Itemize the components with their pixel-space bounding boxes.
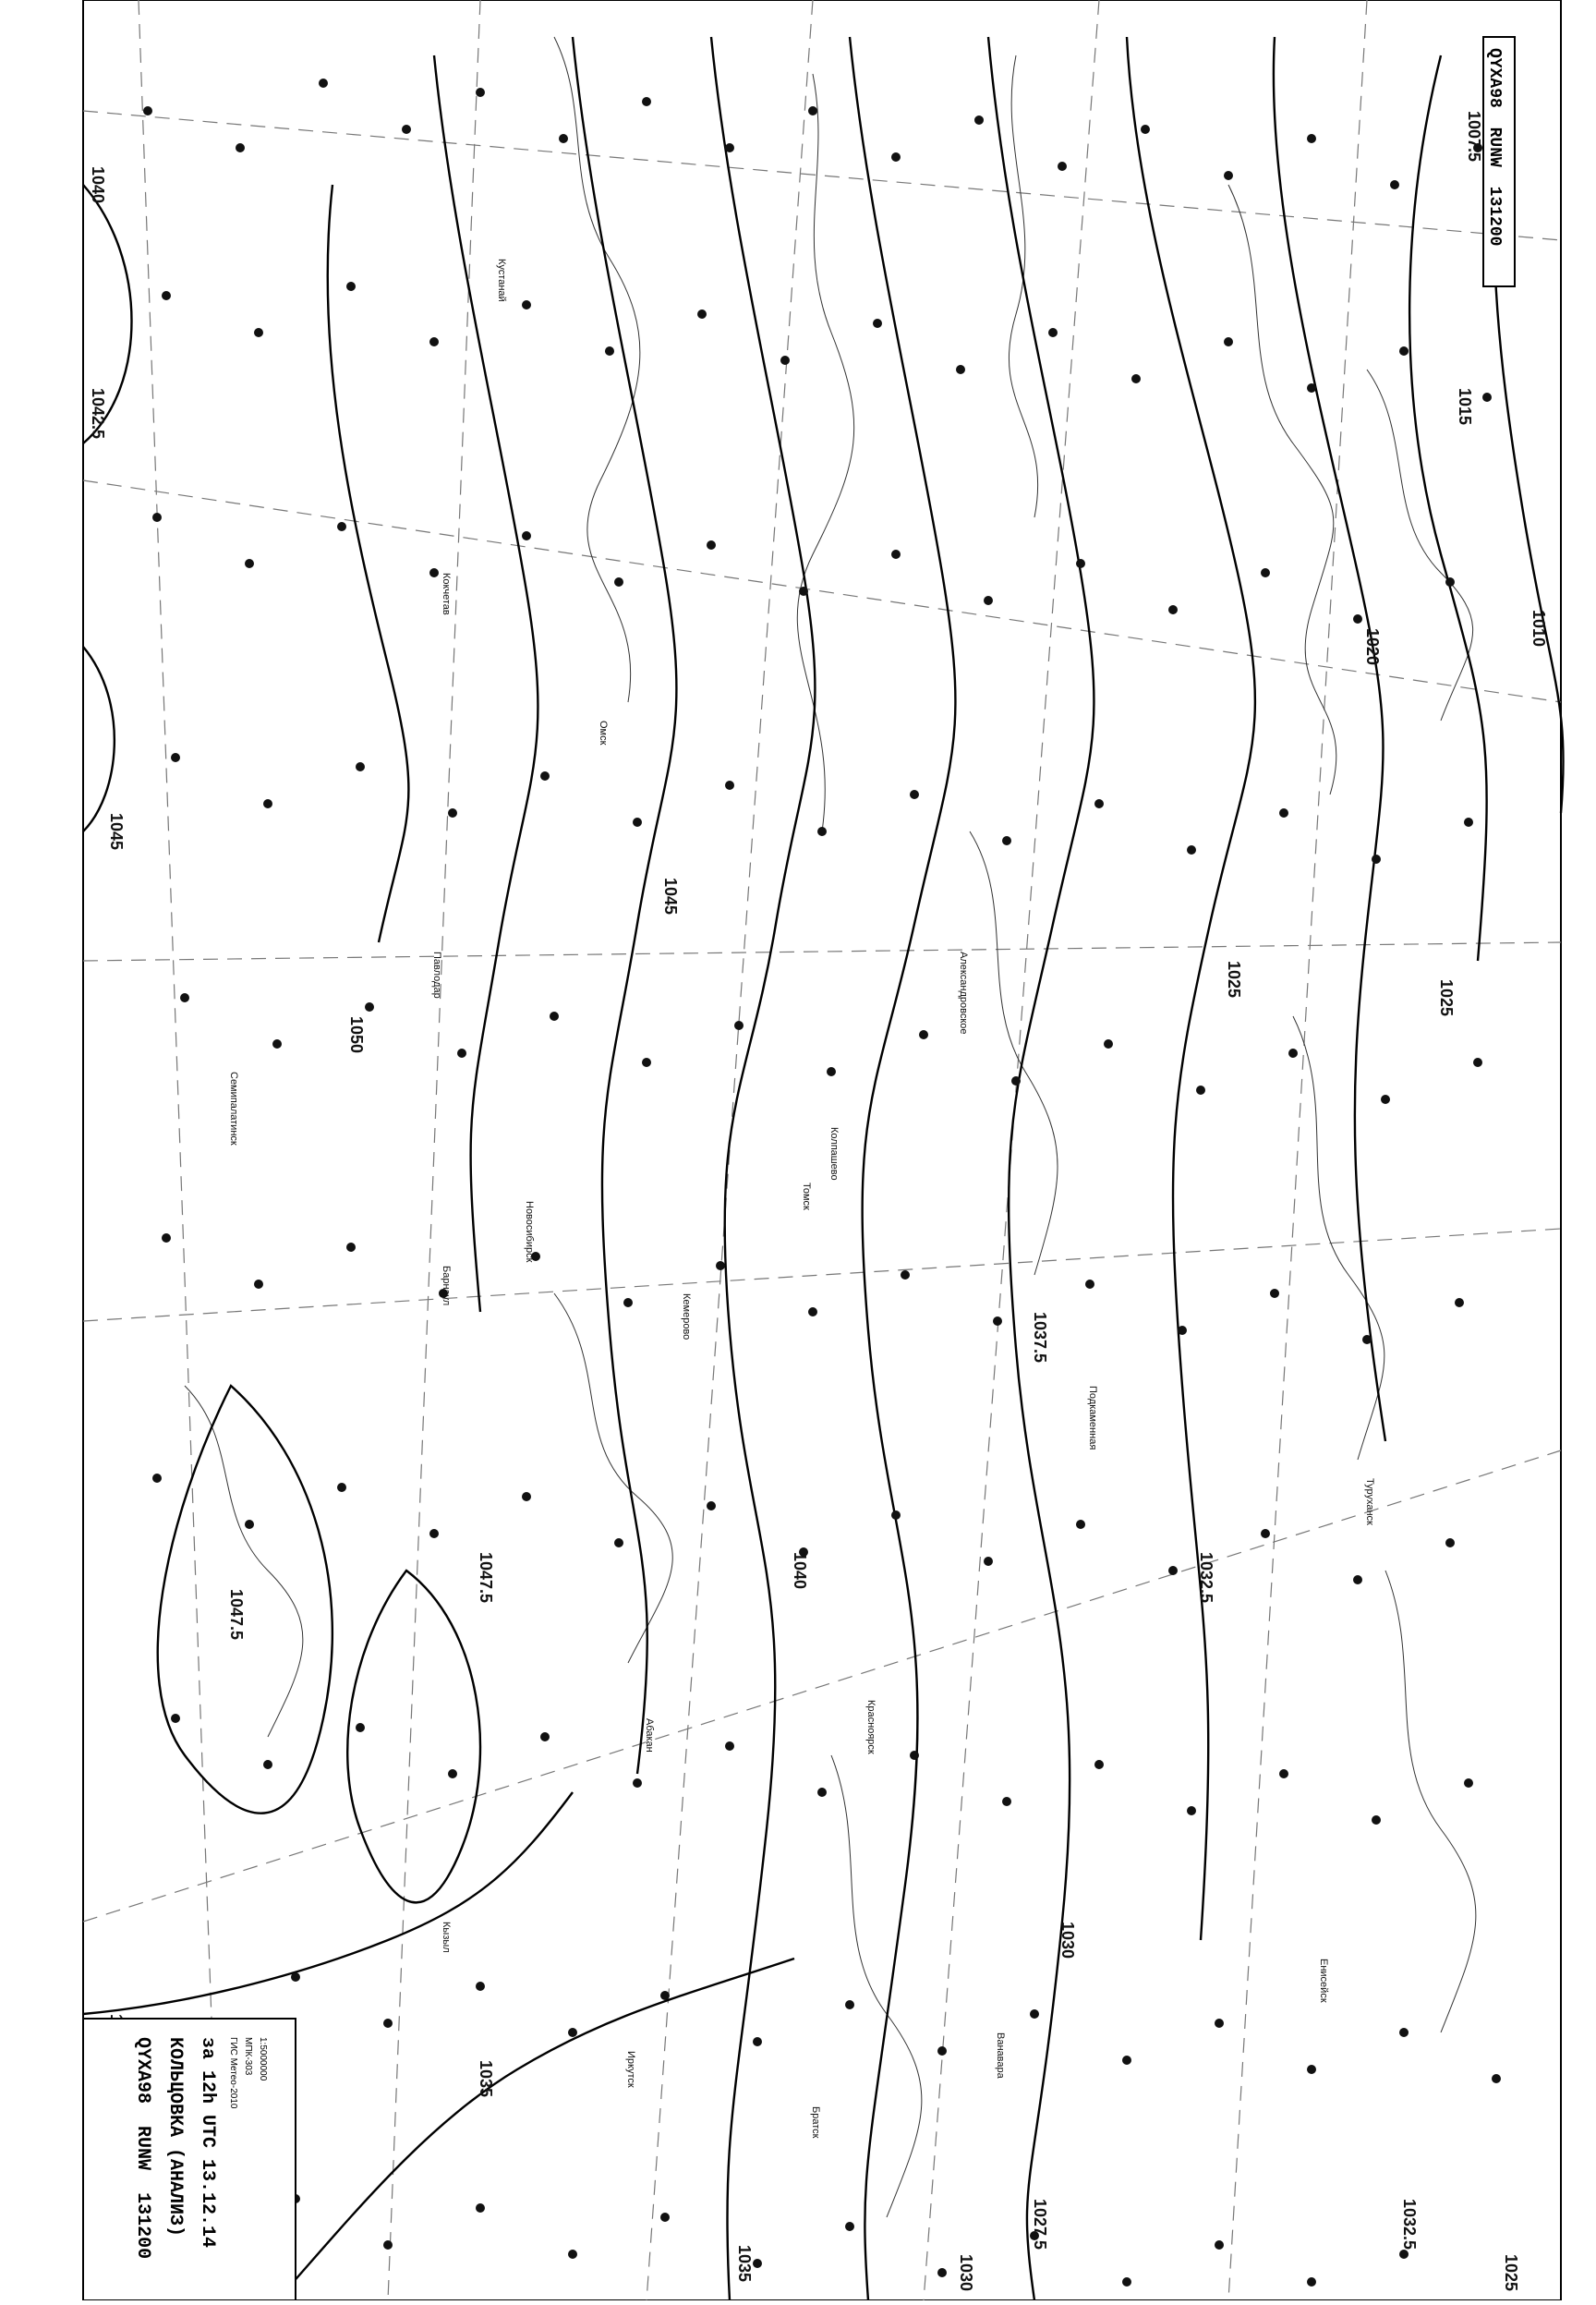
isobar-label: 1027.5: [1031, 2199, 1049, 2250]
isobar-label: 1040: [791, 1552, 809, 1590]
legend-title: КОЛЬЦОВКА (АНАЛИЗ): [164, 2037, 186, 2238]
svg-text:QYXA98 RUNW 131200: [132, 2037, 153, 2259]
graticule: [83, 0, 1561, 2300]
isobar-label: 1025: [1225, 961, 1243, 999]
place-name: Новосибирск: [524, 1201, 535, 1263]
svg-text:QYXA98 RUNW 131200: [1485, 48, 1504, 246]
isobar-label: 1035: [735, 2245, 754, 2283]
place-name: Колпашево: [828, 1127, 840, 1181]
place-name: Красноярск: [865, 1700, 877, 1754]
place-name: Омск: [598, 721, 609, 746]
place-name: Туруханск: [1364, 1478, 1375, 1525]
place-name: Кокчетав: [441, 573, 452, 615]
isobar-label: 1035: [477, 2060, 495, 2098]
isobar-label: 1030: [1058, 1922, 1077, 1959]
isobar-label: 1050: [347, 1016, 366, 1054]
place-name: Барнаул: [441, 1266, 452, 1306]
isobar-label: 1020: [1363, 628, 1382, 666]
isobar-label: 1047.5: [227, 1589, 246, 1641]
isobars: [83, 37, 1564, 2300]
place-name: Братск: [810, 2106, 821, 2139]
legend-foot2: МПК-303: [243, 2037, 253, 2076]
place-name: Енисейск: [1318, 1959, 1329, 2003]
isobar-label: 1045: [661, 878, 680, 916]
isobar-label: 1030: [957, 2254, 975, 2292]
header-date: 131200: [1485, 186, 1504, 247]
place-name: Иркутск: [625, 2051, 636, 2088]
isobar-label: 1007.5: [1465, 111, 1483, 163]
place-name: Кызыл: [441, 1922, 452, 1953]
legend-time: за 12h UTC 13.12.14: [197, 2037, 218, 2249]
legend-foot1: ГИС Метео-2010: [228, 2037, 238, 2109]
isobar-label: 1045: [107, 813, 126, 851]
place-name: Ванавара: [995, 2032, 1006, 2079]
place-name: Кемерово: [681, 1293, 692, 1341]
header-box: [1483, 37, 1515, 286]
isobar-label: 1010: [1530, 610, 1548, 648]
header-code: QYXA98: [1485, 48, 1504, 108]
isobar-label: 1015: [1456, 388, 1474, 426]
place-name: Томск: [801, 1183, 812, 1210]
isobar-label: 1032.5: [1197, 1552, 1215, 1604]
isobar-label: 1025: [1502, 2254, 1520, 2292]
place-name: Абакан: [644, 1718, 655, 1753]
isobar-label: 1047.5: [477, 1552, 495, 1604]
place-name: Подкаменная: [1087, 1386, 1098, 1450]
isobar-label: 1040: [89, 166, 107, 204]
place-name: Кустанай: [496, 259, 507, 302]
legend-date: 131200: [132, 2192, 153, 2260]
place-name-group: [228, 259, 1375, 2139]
legend-runw: RUNW: [132, 2126, 153, 2171]
map-frame: [83, 0, 1561, 2300]
isobar-label: 1025: [1437, 979, 1456, 1017]
place-name: Павлодар: [431, 952, 442, 999]
legend-box: [83, 2019, 296, 2300]
isobar-label: 1042.5: [89, 388, 107, 440]
header-runw: RUNW: [1485, 127, 1504, 167]
place-name: Александровское: [958, 952, 969, 1035]
isobar-label: 1032.5: [1400, 2199, 1419, 2250]
legend-code: QYXA98: [132, 2037, 153, 2105]
legend-foot3: 1:5000000: [258, 2037, 268, 2081]
place-name: Семипалатинск: [228, 1072, 239, 1146]
isobar-label: 1037.5: [1031, 1312, 1049, 1364]
